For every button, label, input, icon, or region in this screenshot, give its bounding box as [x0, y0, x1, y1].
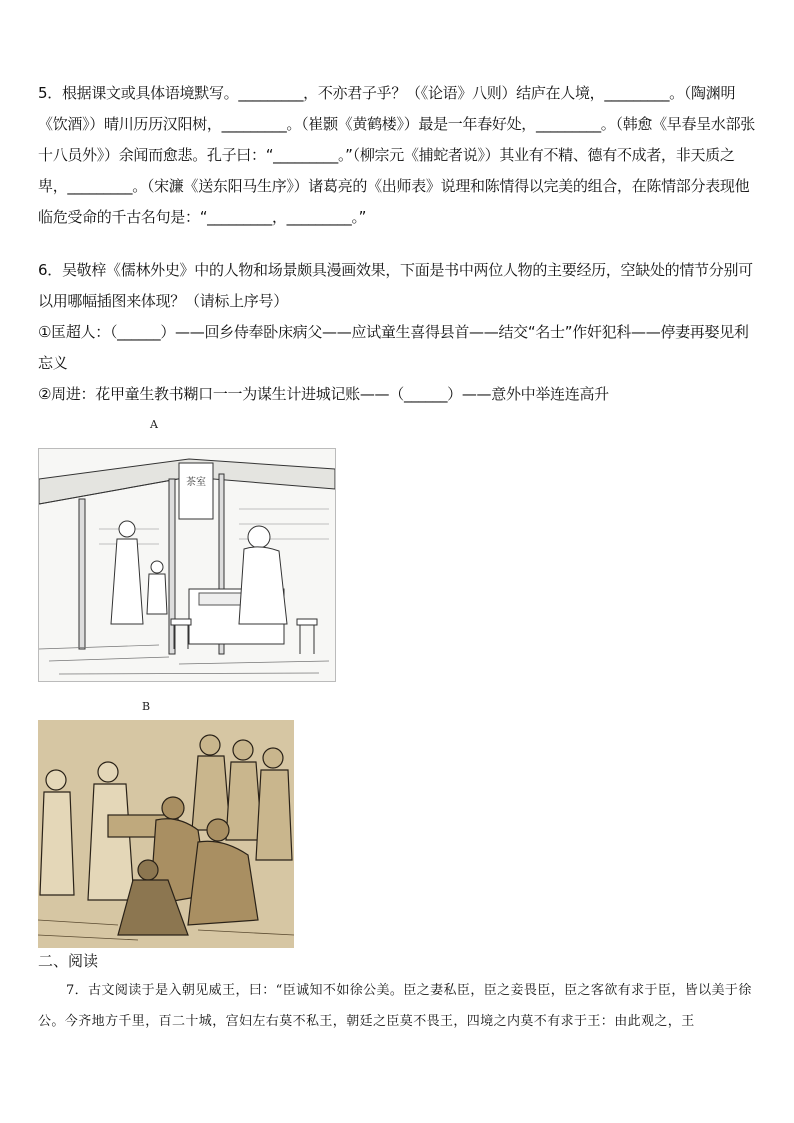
question-6-line-2: ②周进：花甲童生教书糊口一一为谋生计进城记账——（______）——意外中举连连高升	[38, 385, 609, 403]
question-6-line-1: ①匡超人：（______）——回乡侍奉卧床病父——应试童生喜得县首——结交“名士”作奸犯科——停妻再娶见利忘义	[38, 323, 749, 372]
illustration-a	[38, 448, 336, 682]
illustration-a-drawing	[39, 449, 335, 681]
figure-a-label: A	[150, 418, 158, 431]
section-reading-title: 二、阅读	[38, 952, 99, 970]
question-5-text: 5．根据课文或具体语境默写。_________，不亦君子乎？（《论语》八则）结庐在人境，_________。（陶渊明《饮酒》）晴川历历汉阳树，_________。（崔颢《黄鹤楼》）最是一年春好处，_________。（韩愈《早春呈水部张十八员外》）余闻而愈悲。孔子曰：“_________。”（柳宗元《捕蛇者说》）其业有不精、德有不成者，非天质之卑，_________。（宋濂《送东阳马生序》）诸葛亮的《出师表》说理和陈情得以完美的组合，在陈情部分表现他临危受命的千古名句是：“_________，_________。”	[38, 84, 756, 226]
illustration-a-sign: 茶室	[186, 477, 206, 488]
figure-b-label: B	[142, 700, 151, 713]
illustration-b	[38, 720, 294, 948]
illustration-b-drawing	[38, 720, 294, 948]
question-6-intro: 6．吴敬梓《儒林外史》中的人物和场景颇具漫画效果，下面是书中两位人物的主要经历，空缺处的情节分别可以用哪幅插图来体现？（请标上序号）	[38, 261, 753, 310]
question-5	[38, 78, 760, 233]
question-6	[38, 255, 760, 410]
question-7-text: 7．古文阅读于是入朝见威王，曰：“臣诚知不如徐公美。臣之妻私臣，臣之妾畏臣，臣之客欲有求于臣，皆以美于徐公。今齐地方千里，百二十城，宫妇左右莫不私王，朝廷之臣莫不畏王，四境之内莫不有求于王：由此观之，王	[38, 983, 752, 1029]
